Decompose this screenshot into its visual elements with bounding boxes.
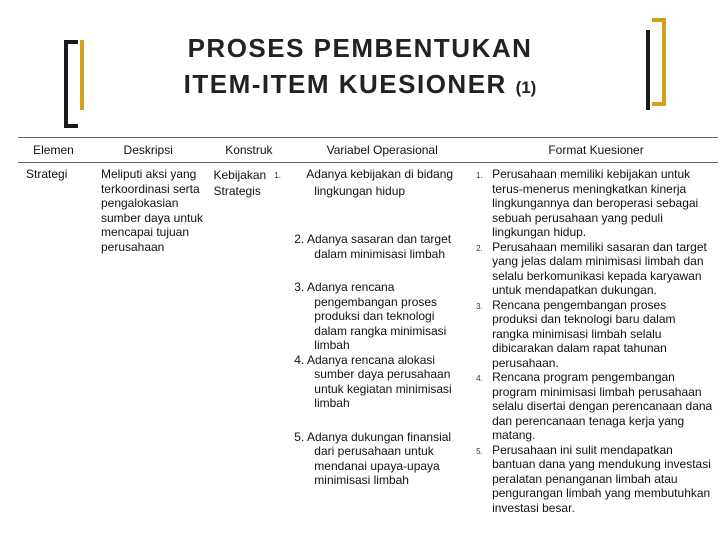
variable-item	[294, 430, 470, 488]
format-item	[476, 167, 714, 240]
title-suffix: (1)	[515, 78, 537, 97]
format-number: 4.	[476, 374, 483, 383]
decorative-left-bracket	[64, 40, 78, 128]
questionnaire-table	[18, 137, 718, 515]
format-item	[476, 240, 714, 298]
header-konstruk: Konstruk	[207, 138, 290, 163]
title-line-2-text: ITEM-ITEM KUESIONER	[183, 69, 507, 99]
format-number: 1.	[476, 171, 483, 180]
cell-deskripsi: Meliputi aksi yang terkoordinasi serta pengalokasian sumber daya untuk mencapai tujuan perusahaan	[100, 167, 204, 254]
format-number: 2.	[476, 243, 483, 253]
variable-item	[294, 353, 470, 411]
table-header-row	[18, 138, 718, 163]
variable-text: 2. Adanya sasaran dan target dalam minimisasi limbah	[294, 232, 452, 261]
format-text: Rencana program pengembangan program minimisasi limbah perusahaan selalu disertai dengan perencanaan dana dan perencanaan tenaga kerja yang matang.	[492, 370, 713, 442]
variable-list	[274, 167, 470, 488]
header-deskripsi: Deskripsi	[89, 138, 208, 163]
decorative-left-bar	[80, 40, 84, 110]
format-item	[476, 370, 714, 443]
format-text: Perusahaan ini sulit mendapatkan bantuan dana yang mendukung investasi peralatan penanganan limbah atau pengurangan limbah yang membutuhkan investasi besar.	[492, 442, 711, 515]
header-format-kuesioner: Format Kuesioner	[474, 138, 718, 163]
format-text: Perusahaan memiliki kebijakan untuk terus-menerus meningkatkan kinerja lingkungannya dan beroperasi sebagai sebuah perusahaan yang peduli lingkungan hidup.	[492, 167, 699, 239]
header-elemen: Elemen	[18, 138, 89, 163]
table-row	[18, 163, 718, 516]
variable-number: 1.	[274, 171, 281, 180]
variable-text: 3. Adanya rencana pengembangan proses produksi dan teknologi dalam rangka minimisasi limbah	[294, 280, 447, 352]
decorative-right-bar	[646, 30, 650, 110]
decorative-right-bracket	[652, 18, 666, 106]
title-line-1: PROSES PEMBENTUKAN	[187, 33, 533, 63]
cell-elemen: Strategi	[26, 167, 68, 181]
page-title	[120, 30, 600, 106]
title-line-2	[120, 66, 600, 106]
variable-text: 4. Adanya rencana alokasi sumber daya perusahaan untuk kegiatan minimisasi limbah	[294, 352, 452, 410]
variable-item	[274, 167, 470, 198]
variable-text: 5. Adanya dukungan finansial dari perusahaan untuk mendanai upaya-upaya minimisasi limbah	[294, 429, 452, 487]
variable-item	[294, 280, 470, 353]
cell-konstruk: Kebijakan Strategis	[213, 168, 267, 198]
format-text: Rencana pengembangan proses produksi dan teknologi baru dalam rangka minimisasi limbah selalu dibicarakan dalam rapat tahunan perusahaan.	[492, 297, 676, 370]
variable-item	[294, 232, 470, 261]
cell-format-kuesioner	[474, 163, 718, 516]
format-item	[476, 443, 714, 516]
variable-text: Adanya kebijakan di bidang lingkungan hidup	[306, 167, 454, 198]
header-variabel-operasional: Variabel Operasional	[290, 138, 474, 163]
format-item	[476, 298, 714, 371]
format-text: Perusahaan memiliki sasaran dan target yang jelas dalam minimisasi limbah dan selalu berkomunikasi kepada karyawan untuk mendapatkan dukungan.	[492, 239, 707, 297]
format-number: 5.	[476, 446, 483, 456]
format-number: 3.	[476, 301, 483, 311]
format-list	[476, 167, 714, 515]
cell-variabel-operasional	[274, 163, 474, 516]
